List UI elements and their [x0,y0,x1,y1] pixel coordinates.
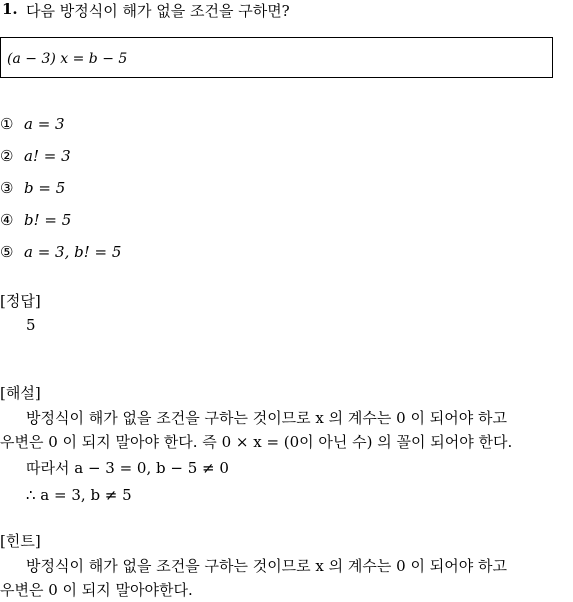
option-3-mark: ③ [0,179,14,197]
option-1[interactable] [0,115,65,133]
hint-line-2: 우변은 0 이 되지 말아야한다. [0,581,193,599]
option-2-text: a! = 3 [24,147,71,165]
option-5-text: a = 3, b! = 5 [24,243,122,261]
option-2-mark: ② [0,147,14,165]
explanation-line-4: ∴ a = 3, b ≠ 5 [26,486,132,504]
answer-label: [정답] [0,292,41,310]
option-1-text: a = 3 [24,115,65,133]
option-5-mark: ⑤ [0,243,14,261]
explanation-line-1: 방정식이 해가 없을 조건을 구하는 것이므로 x 의 계수는 0 이 되어야 하고 [26,409,507,427]
explanation-label: [해설] [0,384,41,402]
option-3-text: b = 5 [24,179,66,197]
option-3[interactable] [0,179,65,197]
equation-box [0,37,553,78]
option-4-text: b! = 5 [24,211,72,229]
explanation-line-3: 따라서 a − 3 = 0, b − 5 ≠ 0 [26,459,229,477]
question-number: 1. [2,0,18,18]
question-text: 다음 방정식이 해가 없을 조건을 구하면? [26,2,290,20]
option-4[interactable] [0,211,71,229]
option-1-mark: ① [0,115,14,133]
option-4-mark: ④ [0,211,14,229]
hint-label: [힌트] [0,532,41,550]
hint-line-1: 방정식이 해가 없을 조건을 구하는 것이므로 x 의 계수는 0 이 되어야 하고 [26,557,507,575]
answer-value: 5 [26,316,36,334]
option-2[interactable] [0,147,71,165]
option-5[interactable] [0,243,121,261]
equation: (a − 3) x = b − 5 [7,51,128,67]
explanation-line-2: 우변은 0 이 되지 말아야 한다. 즉 0 × x = (0이 아닌 수) 의 꼴이 되어야 한다. [0,433,513,451]
